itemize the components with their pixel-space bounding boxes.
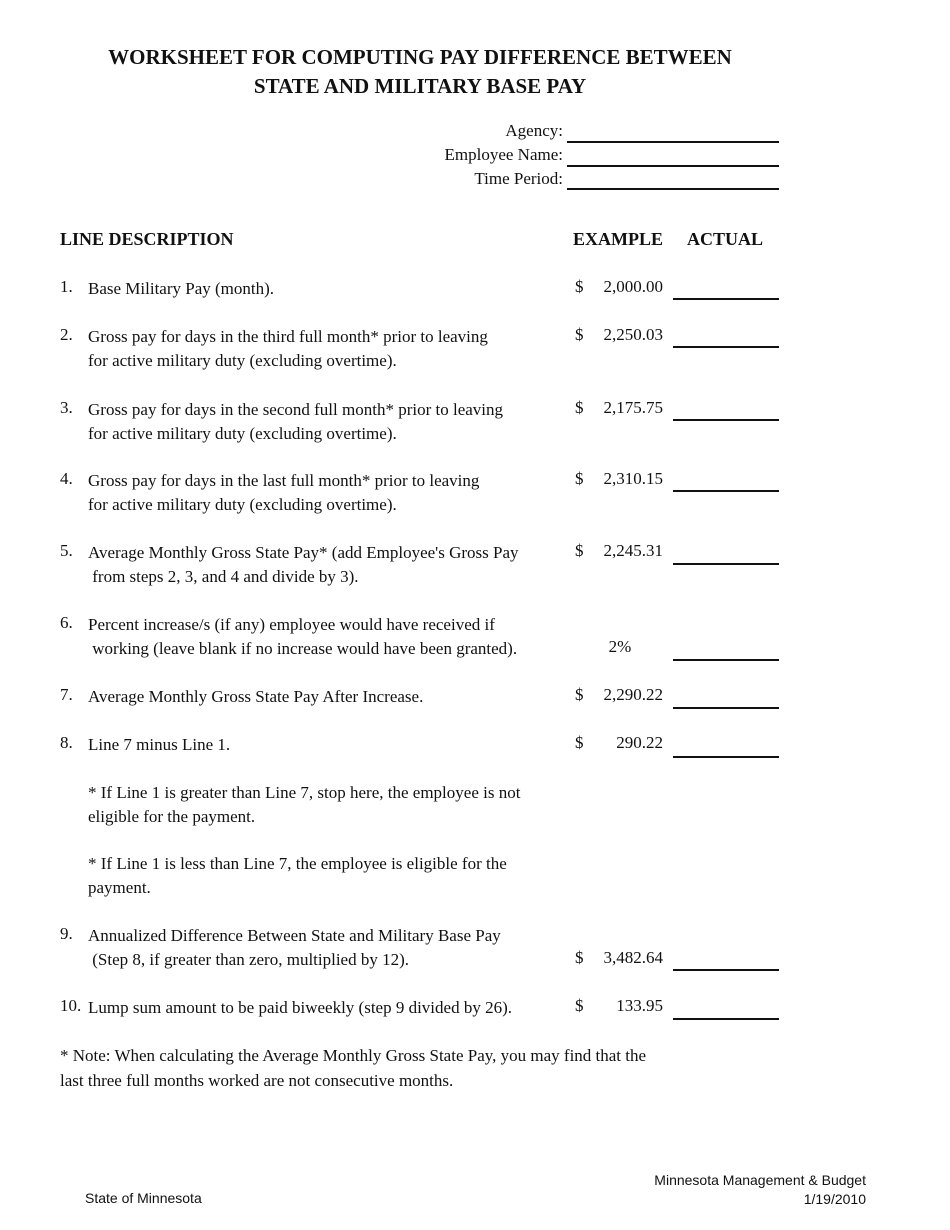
line-description: Base Military Pay (month). <box>88 279 275 298</box>
line-number: 8. <box>60 733 73 752</box>
actual-input-line[interactable] <box>673 756 779 758</box>
employee-name-field[interactable] <box>567 165 779 167</box>
line-number: 7. <box>60 685 73 704</box>
actual-input-line[interactable] <box>673 563 779 565</box>
time-period-label: Time Period: <box>474 169 563 188</box>
line-description: Gross pay for days in the second full month* prior to leaving for active military duty (excluding overtime). <box>88 400 504 443</box>
line-description: Average Monthly Gross State Pay After Increase. <box>88 687 424 706</box>
example-percent: 2% <box>608 637 632 656</box>
actual-input-line[interactable] <box>673 707 779 709</box>
actual-input-line[interactable] <box>673 298 779 300</box>
example-value: 133.95 <box>616 996 663 1015</box>
actual-input-line[interactable] <box>673 419 779 421</box>
footer-agency-name: Minnesota Management & Budget <box>654 1172 866 1188</box>
condition-eligible: * If Line 1 is less than Line 7, the employee is eligible for the payment. <box>88 854 507 897</box>
line-description-header: LINE DESCRIPTION <box>60 229 234 249</box>
agency-label: Agency: <box>505 121 563 140</box>
example-header: EXAMPLE <box>573 229 663 249</box>
example-value: 2,250.03 <box>603 325 663 344</box>
line-description: Gross pay for days in the last full month* prior to leaving for active military duty (excluding overtime). <box>88 471 480 514</box>
line-description: Gross pay for days in the third full month* prior to leaving for active military duty (excluding overtime). <box>88 327 488 370</box>
dollar-sign: $ <box>575 277 584 296</box>
example-value: 2,310.15 <box>603 469 663 488</box>
condition-not-eligible: * If Line 1 is greater than Line 7, stop here, the employee is not eligible for the payment. <box>88 783 521 826</box>
dollar-sign: $ <box>575 685 584 704</box>
footnote: * Note: When calculating the Average Monthly Gross State Pay, you may find that the last three full months worked are not consecutive months. <box>60 1046 647 1090</box>
agency-field[interactable] <box>567 141 779 143</box>
line-number: 5. <box>60 541 73 560</box>
line-description: Annualized Difference Between State and Military Base Pay (Step 8, if greater than zero, multiplied by 12). <box>88 926 501 969</box>
employee-name-label: Employee Name: <box>444 145 563 164</box>
actual-input-line[interactable] <box>673 969 779 971</box>
line-description: Percent increase/s (if any) employee would have received if working (leave blank if no increase would have been granted). <box>88 615 518 658</box>
example-value: 2,000.00 <box>603 277 663 296</box>
line-number: 6. <box>60 613 73 632</box>
actual-input-line[interactable] <box>673 1018 779 1020</box>
page-title <box>0 43 840 101</box>
line-description: Average Monthly Gross State Pay* (add Employee's Gross Pay from steps 2, 3, and 4 and divide by 3). <box>88 543 519 586</box>
actual-header: ACTUAL <box>687 229 764 249</box>
line-number: 4. <box>60 469 73 488</box>
example-value: 2,245.31 <box>603 541 663 560</box>
dollar-sign: $ <box>575 541 584 560</box>
time-period-field[interactable] <box>567 188 779 190</box>
example-value: 2,175.75 <box>603 398 663 417</box>
footer-agency <box>600 1171 866 1209</box>
example-value: 290.22 <box>616 733 663 752</box>
line-number: 2. <box>60 325 73 344</box>
footer-state: State of Minnesota <box>85 1190 202 1206</box>
line-number: 10. <box>60 996 82 1015</box>
dollar-sign: $ <box>575 469 584 488</box>
footer-date: 1/19/2010 <box>803 1191 866 1207</box>
dollar-sign: $ <box>575 996 584 1015</box>
dollar-sign: $ <box>575 325 584 344</box>
line-description: Lump sum amount to be paid biweekly (step 9 divided by 26). <box>88 998 512 1017</box>
actual-input-line[interactable] <box>673 659 779 661</box>
title-line-1: WORKSHEET FOR COMPUTING PAY DIFFERENCE BETWEEN <box>108 45 732 69</box>
actual-input-line[interactable] <box>673 346 779 348</box>
title-line-2: STATE AND MILITARY BASE PAY <box>253 74 587 98</box>
dollar-sign: $ <box>575 733 584 752</box>
line-number: 3. <box>60 398 73 417</box>
line-number: 1. <box>60 277 73 296</box>
example-value: 3,482.64 <box>603 948 663 967</box>
dollar-sign: $ <box>575 398 584 417</box>
line-description: Line 7 minus Line 1. <box>88 735 231 754</box>
dollar-sign: $ <box>575 948 584 967</box>
actual-input-line[interactable] <box>673 490 779 492</box>
example-value: 2,290.22 <box>603 685 663 704</box>
line-number: 9. <box>60 924 73 943</box>
